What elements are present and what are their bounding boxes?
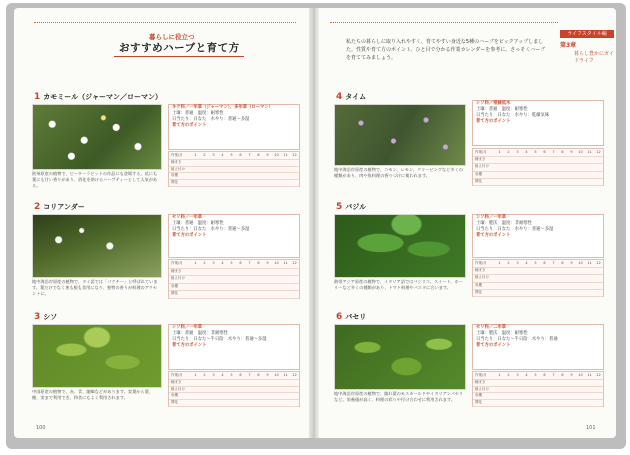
calendar-row-line	[473, 296, 603, 297]
calendar-month-label: 12	[596, 373, 601, 377]
calendar-month-label: 10	[274, 373, 279, 377]
calendar-month-label: 1	[194, 153, 197, 157]
herb-number: 5	[336, 202, 343, 212]
calendar-row-label: 植え付け	[171, 386, 185, 391]
grow-point-label: 育て方のポイント	[172, 233, 207, 238]
herb-photo	[32, 324, 162, 388]
calendar-row-label: 収穫	[475, 171, 482, 176]
calendar-month-label: 9	[570, 261, 573, 265]
calendar-row-label: 植え付け	[475, 386, 489, 391]
herb-number: 3	[34, 312, 41, 322]
calendar-row-line	[169, 298, 299, 299]
herb-name: コリアンダー	[43, 203, 85, 211]
calendar-month-label: 11	[587, 373, 592, 377]
calendar-month-label: 5	[230, 373, 233, 377]
calendar-month-label: 4	[221, 261, 224, 265]
calendar-month-label: 10	[274, 261, 279, 265]
calendar-month-label: 3	[212, 261, 215, 265]
calendar-row-line	[473, 406, 603, 407]
calendar-row-label: 種まき	[475, 379, 486, 384]
herb-title	[34, 92, 162, 102]
herb-family: セリ科／一年草	[172, 215, 203, 220]
calendar-row-line	[473, 171, 603, 172]
calendar-row-line	[473, 185, 603, 186]
calendar-month-label: 2	[507, 373, 510, 377]
calendar-row-line	[473, 163, 603, 164]
herb-number: 1	[34, 92, 41, 102]
calendar-month-label: 4	[525, 261, 528, 265]
calendar-month-label: 11	[283, 373, 288, 377]
calendar-month-label: 1	[194, 373, 197, 377]
calendar-month-label: 9	[570, 373, 573, 377]
herb-photo	[334, 104, 466, 166]
calendar-row-line	[169, 386, 299, 387]
left-page	[14, 8, 312, 438]
calendar-row-label: 作業/月	[171, 153, 183, 157]
herb-caption: 熱帯アジア原産の植物で、イタリア語ではバジリコ。スイート、ホーリーなど多くの種類があり、トマト料理やパスタに合います。	[334, 279, 463, 290]
calendar-row-line	[473, 274, 603, 275]
calendar-row-line	[473, 282, 603, 283]
calendar-row-label: 作業/月	[171, 261, 183, 265]
section-badge: ライフスタイル編	[560, 30, 614, 38]
calendar-month-label: 12	[596, 150, 601, 154]
calendar-row-line	[169, 379, 299, 380]
herb-number: 6	[336, 312, 343, 322]
care-calendar	[168, 259, 300, 299]
calendar-month-label: 11	[587, 261, 592, 265]
care-calendar	[168, 151, 300, 187]
grow-point-label: 育て方のポイント	[476, 233, 511, 238]
calendar-row-label: 作業/月	[475, 261, 487, 265]
herb-sun-water: 日当たり：日なた 水やり：普通～多湿	[476, 227, 554, 232]
herb-family: シソ科／常緑低木	[476, 101, 511, 106]
herb-title	[34, 312, 57, 322]
calendar-month-label: 6	[543, 261, 546, 265]
grow-point-label: 育て方のポイント	[172, 343, 207, 348]
calendar-month-label: 6	[543, 373, 546, 377]
herb-info-box	[472, 324, 604, 370]
herb-name: タイム	[345, 93, 367, 101]
herb-title	[336, 202, 366, 212]
herb-name: シソ	[43, 313, 58, 321]
calendar-month-label: 9	[570, 150, 573, 154]
calendar-month-label: 11	[283, 261, 288, 265]
calendar-month-label: 9	[266, 261, 269, 265]
calendar-row-line	[169, 290, 299, 291]
calendar-row-label: 開花	[171, 180, 178, 185]
calendar-row-line	[473, 386, 603, 387]
calendar-month-label: 3	[212, 153, 215, 157]
calendar-row-label: 開花	[475, 289, 482, 294]
herb-family: セリ科／二年草	[476, 325, 507, 330]
calendar-row-label: 植え付け	[171, 166, 185, 171]
herb-caption: 地中海沿岸原産の植物で、タイ語では「パクチー」と呼ばれています。葉だけでなく茎も根も食用になり、独特の香りが料理のアクセントに。	[32, 279, 158, 296]
calendar-month-label: 12	[596, 261, 601, 265]
calendar-month-label: 9	[266, 373, 269, 377]
calendar-month-label: 12	[292, 261, 297, 265]
herb-name: バジル	[345, 203, 367, 211]
calendar-row-label: 種まき	[171, 268, 182, 273]
herb-number: 2	[34, 202, 41, 212]
calendar-month-label: 4	[221, 373, 224, 377]
calendar-month-label: 10	[578, 261, 583, 265]
herb-photo	[32, 104, 162, 170]
calendar-month-label: 7	[552, 373, 555, 377]
calendar-month-label: 9	[266, 153, 269, 157]
herb-info-box	[168, 104, 300, 150]
chapter-label: 第3章	[560, 42, 577, 49]
herb-number: 4	[336, 92, 343, 102]
calendar-month-label: 8	[257, 373, 260, 377]
calendar-row-label: 収穫	[171, 393, 178, 398]
calendar-month-label: 10	[578, 150, 583, 154]
calendar-row-label: 収穫	[475, 282, 482, 287]
top-dotted-rule	[34, 22, 296, 23]
calendar-month-label: 1	[498, 261, 501, 265]
calendar-row-line	[169, 283, 299, 284]
calendar-row-line	[169, 166, 299, 167]
calendar-row-line	[473, 178, 603, 179]
right-page	[316, 8, 616, 438]
calendar-row-label: 収穫	[171, 283, 178, 288]
intro-text: 私たちの暮らしに取り入れやすく、育てやすい身近な5種のハーブをピックアップしました。性質や育て方のポイント、ひと目で分かる作業カレンダーを参考に、さっそくハーブを育ててみましょう。	[346, 39, 545, 61]
herb-soil-temp: 土壌：肥沃 温度：非耐寒性	[476, 221, 532, 226]
calendar-row-label: 収穫	[171, 173, 178, 178]
calendar-month-label: 12	[292, 153, 297, 157]
herb-title	[34, 202, 85, 212]
calendar-row-label: 植え付け	[171, 276, 185, 281]
calendar-row-line	[473, 267, 603, 268]
calendar-month-label: 11	[283, 153, 288, 157]
calendar-month-label: 2	[203, 153, 206, 157]
calendar-month-label: 6	[239, 153, 242, 157]
herb-photo	[32, 214, 162, 278]
herb-sun-water: 日当たり：日なた 水やり：普通～多湿	[172, 117, 250, 122]
calendar-month-label: 1	[498, 373, 501, 377]
herb-sun-water: 日当たり：日なた～半日陰 水やり：普通	[476, 337, 558, 342]
calendar-row-line	[169, 406, 299, 407]
calendar-month-label: 4	[525, 150, 528, 154]
calendar-row-label: 種まき	[475, 268, 486, 273]
herb-caption: 欧州原産の植物で、ピーターラビットの作品にも登場する。花にも葉にも甘い香りがあり、消化を助けるハーブティーとして人気がある。	[32, 171, 158, 188]
calendar-month-label: 8	[561, 373, 564, 377]
calendar-row-label: 開花	[475, 178, 482, 183]
calendar-row-label: 開花	[171, 291, 178, 296]
calendar-row-line	[473, 156, 603, 157]
calendar-month-label: 3	[516, 261, 519, 265]
calendar-month-label: 5	[534, 373, 537, 377]
herb-caption: 中国原産の植物で、赤、青、縮緬などがあります。実葉から葉、穂、実まで利用でき、和食にもよく利用されます。	[32, 389, 154, 400]
calendar-month-label: 11	[587, 150, 592, 154]
calendar-row-line	[169, 275, 299, 276]
calendar-month-label: 5	[230, 153, 233, 157]
calendar-row-line	[169, 392, 299, 393]
calendar-month-label: 6	[239, 261, 242, 265]
herb-sun-water: 日当たり：日なた 水やり：普通～多湿	[172, 227, 250, 232]
herb-info-box	[168, 214, 300, 258]
title-underline	[114, 56, 244, 57]
calendar-row-line	[169, 159, 299, 160]
calendar-month-label: 5	[230, 261, 233, 265]
calendar-month-label: 8	[561, 261, 564, 265]
calendar-row-line	[473, 392, 603, 393]
calendar-month-label: 10	[274, 153, 279, 157]
calendar-month-label: 7	[248, 153, 251, 157]
herb-family: キク科／一年草（ジャーマン）、多年草（ローマン）	[172, 105, 273, 110]
calendar-month-label: 2	[203, 373, 206, 377]
herb-soil-temp: 土壌：普通 温度：耐寒性	[476, 107, 528, 112]
calendar-month-label: 2	[203, 261, 206, 265]
calendar-month-label: 4	[525, 373, 528, 377]
section-eyebrow: 暮らしに役立つ	[149, 33, 195, 41]
calendar-month-label: 7	[248, 373, 251, 377]
calendar-month-label: 4	[221, 153, 224, 157]
calendar-month-label: 3	[516, 150, 519, 154]
calendar-row-label: 開花	[475, 400, 482, 405]
calendar-month-label: 6	[239, 373, 242, 377]
calendar-row-label: 収穫	[475, 393, 482, 398]
calendar-month-label: 8	[257, 153, 260, 157]
calendar-month-label: 8	[561, 150, 564, 154]
chapter-title: 暮らし豊かにガイドライフ	[574, 51, 614, 64]
calendar-month-label: 10	[578, 373, 583, 377]
calendar-row-line	[169, 179, 299, 180]
top-dotted-rule	[330, 22, 558, 23]
calendar-row-label: 種まき	[171, 379, 182, 384]
calendar-month-label: 2	[507, 261, 510, 265]
herb-photo	[334, 214, 466, 278]
calendar-month-label: 7	[248, 261, 251, 265]
calendar-month-label: 6	[543, 150, 546, 154]
grow-point-label: 育て方のポイント	[172, 123, 207, 128]
herb-title	[336, 92, 366, 102]
herb-soil-temp: 土壌：肥沃 温度：耐寒性	[476, 331, 528, 336]
calendar-row-line	[473, 379, 603, 380]
herb-soil-temp: 土壌：普通 温度：耐寒性	[172, 221, 224, 226]
grow-point-label: 育て方のポイント	[476, 119, 511, 124]
calendar-row-label: 植え付け	[475, 164, 489, 169]
calendar-month-label: 5	[534, 150, 537, 154]
care-calendar	[472, 148, 604, 186]
calendar-month-label: 12	[292, 373, 297, 377]
herb-title	[336, 312, 366, 322]
page-number: 100	[36, 425, 46, 431]
calendar-row-label: 植え付け	[475, 275, 489, 280]
calendar-month-label: 7	[552, 261, 555, 265]
calendar-row-line	[473, 399, 603, 400]
calendar-row-label: 種まき	[171, 159, 182, 164]
calendar-month-label: 3	[212, 373, 215, 377]
calendar-month-label: 2	[507, 150, 510, 154]
care-calendar	[472, 259, 604, 297]
herb-sun-water: 日当たり：日なた～半日陰 水やり：普通～多湿	[172, 337, 267, 342]
page-number: 101	[586, 425, 596, 431]
herb-caption: 地中海沿岸原産の植物で、コモン、レモン、クリーピングなど多くの種類があり、肉や魚料理の香りづけに使われます。	[334, 167, 463, 178]
herb-name: パセリ	[345, 313, 367, 321]
calendar-row-label: 開花	[171, 400, 178, 405]
calendar-month-label: 5	[534, 261, 537, 265]
herb-info-box	[472, 100, 604, 146]
herb-info-box	[472, 214, 604, 258]
calendar-row-line	[169, 186, 299, 187]
calendar-row-label: 作業/月	[475, 373, 487, 377]
section-title: おすすめハーブと育て方	[119, 42, 240, 54]
herb-soil-temp: 土壌：普通 温度：耐寒性	[172, 111, 224, 116]
calendar-row-label: 作業/月	[475, 150, 487, 154]
calendar-month-label: 8	[257, 261, 260, 265]
grow-point-label: 育て方のポイント	[476, 343, 511, 348]
calendar-month-label: 3	[516, 373, 519, 377]
herb-name: カモミール（ジャーマン／ローマン）	[43, 93, 162, 101]
herb-family: シソ科／一年草	[172, 325, 203, 330]
book-spine	[309, 8, 319, 438]
calendar-month-label: 1	[194, 261, 197, 265]
herb-photo	[334, 324, 466, 390]
herb-soil-temp: 土壌：普通 温度：非耐寒性	[172, 331, 228, 336]
calendar-month-label: 1	[498, 150, 501, 154]
care-calendar	[472, 371, 604, 407]
herb-family: シソ科／一年草	[476, 215, 507, 220]
herb-sun-water: 日当たり：日なた 水やり：乾燥気味	[476, 113, 550, 118]
herb-info-box	[168, 324, 300, 370]
care-calendar	[168, 371, 300, 407]
calendar-row-line	[169, 268, 299, 269]
calendar-row-line	[169, 172, 299, 173]
herb-caption: 地中海沿岸原産の植物で、縮れ葉のモスカールドやイタリアンパセリなど。栄養価が高く、料理の彩りや付け合わせに利用されます。	[334, 391, 464, 402]
calendar-row-line	[473, 289, 603, 290]
calendar-month-label: 7	[552, 150, 555, 154]
calendar-row-label: 作業/月	[171, 373, 183, 377]
calendar-row-line	[169, 399, 299, 400]
calendar-row-label: 種まき	[475, 157, 486, 162]
